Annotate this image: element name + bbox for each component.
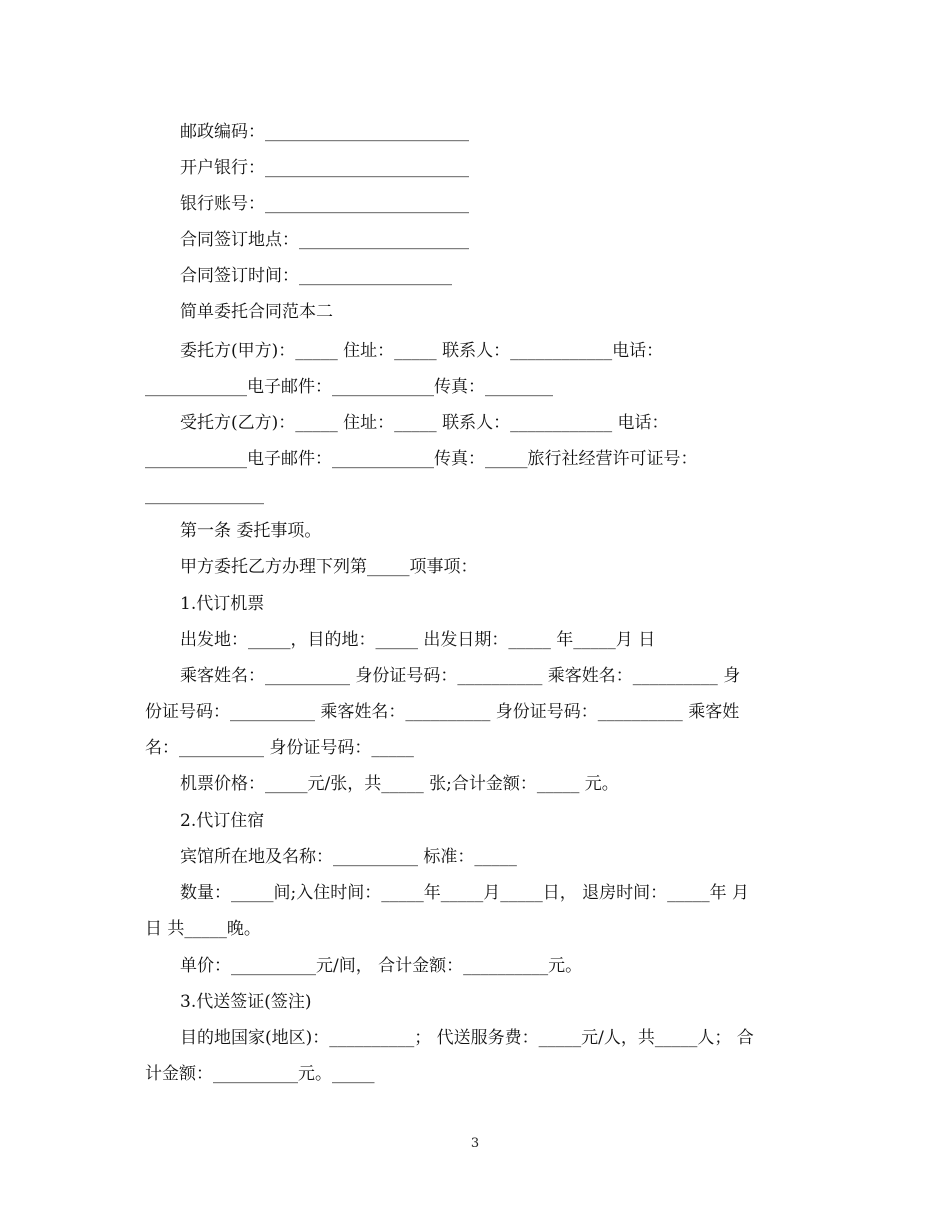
article-one-heading: 第一条 委托事项。 <box>180 521 322 541</box>
hotel-line: 宾馆所在地及名称：__________ 标准：_____ <box>180 847 517 867</box>
bank-name-line: 开户银行：________________________ <box>180 158 469 178</box>
flight-route-line: 出发地：_____，目的地：_____ 出发日期：_____ 年_____月 日 <box>180 630 656 650</box>
room-quantity-line-1: 数量：_____间;入住时间：_____年_____月_____日， 退房时间：_____年 月 <box>180 883 750 903</box>
delegation-intro: 甲方委托乙方办理下列第_____项事项： <box>180 557 478 577</box>
passenger-line-1: 乘客姓名：__________ 身份证号码：__________ 乘客姓名：__________ 身 <box>180 666 741 686</box>
bank-account-line: 银行账号：________________________ <box>180 194 469 214</box>
room-price-line: 单价：__________元/间， 合计金额：__________元。 <box>180 956 583 976</box>
passenger-line-3: 名：__________ 身份证号码：_____ <box>145 738 414 758</box>
visa-line-1: 目的地国家(地区)：__________； 代送服务费：_____元/人，共_____人； 合 <box>180 1028 754 1048</box>
principal-line-2: ____________电子邮件：____________传真：________ <box>145 377 553 397</box>
principal-line-1: 委托方(甲方)：_____ 住址：_____ 联系人：____________电话： <box>180 341 664 361</box>
signing-time-line: 合同签订时间：__________________ <box>180 266 452 286</box>
agent-line-3: ______________ <box>145 485 264 505</box>
visa-line-2: 计金额：__________元。_____ <box>145 1064 375 1084</box>
ticket-price-line: 机票价格：_____元/张，共_____ 张;合计金额：_____ 元。 <box>180 774 619 794</box>
signing-place-line: 合同签订地点：____________________ <box>180 230 469 250</box>
page-number: 3 <box>470 1136 480 1151</box>
room-quantity-line-2: 日 共_____晚。 <box>145 919 261 939</box>
item-1-heading: 1.代订机票 <box>180 594 265 614</box>
postal-code-line: 邮政编码：________________________ <box>180 122 469 142</box>
item-2-heading: 2.代订住宿 <box>180 811 265 831</box>
section-title: 简单委托合同范本二 <box>180 302 333 322</box>
agent-line-2: ____________电子邮件：____________传真：_____旅行社经营许可证号： <box>145 449 698 469</box>
passenger-line-2: 份证号码：__________ 乘客姓名：__________ 身份证号码：__________ 乘客姓 <box>145 702 740 722</box>
item-3-heading: 3.代送签证(签注) <box>180 992 312 1012</box>
agent-line-1: 受托方(乙方)：_____ 住址：_____ 联系人：____________ 电话： <box>180 413 669 433</box>
